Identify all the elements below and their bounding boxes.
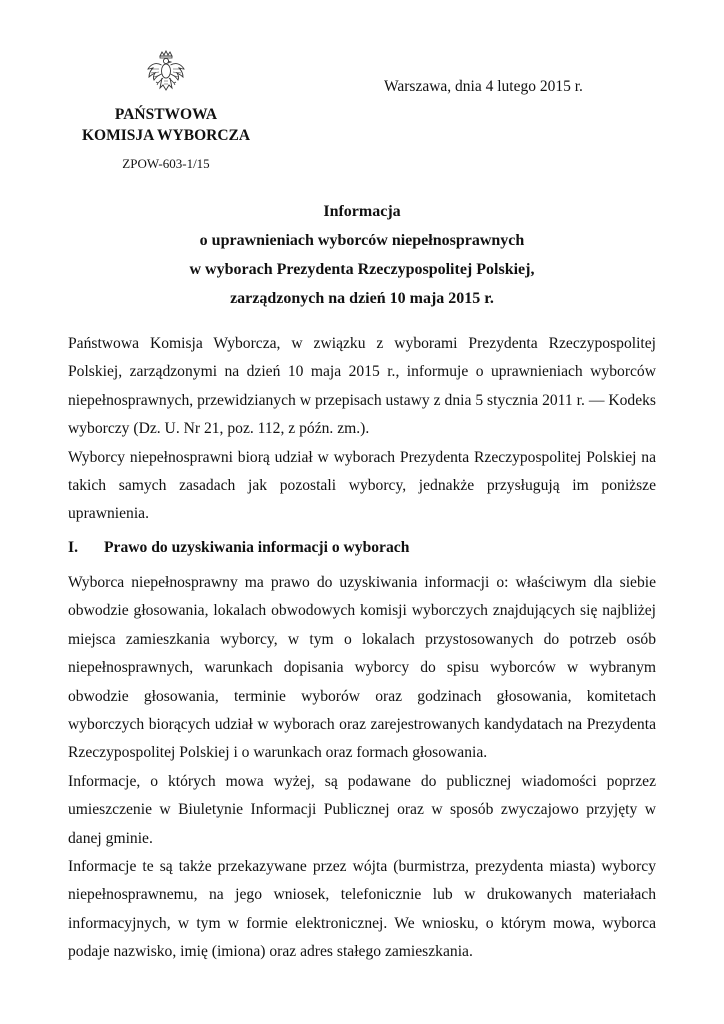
section-paragraph: Wyborca niepełnosprawny ma prawo do uzyskiwania informacji o: właściwym dla siebie obwodzie głosowania, lokalach obwodowych komisji wyborczych znajdujących się najbliżej miejsca zamieszkania wyborcy, w tym o lokalach przystosowanych do potrzeb osób niepełnosprawnych, warunkach dopisania wyborcy do spisu wyborców w wybranym obwodzie głosowania, terminie wyborów oraz godzinach głosowania, komitetach wyborczych biorących udział w wyborach oraz zarejestrowanych kandydatach na Prezydenta Rzeczypospolitej Polskiej i o warunkach oraz formach głosowania. xyxy=(68,574,656,762)
section-body xyxy=(68,569,656,967)
document-title xyxy=(60,197,664,313)
institution-name-line2: KOMISJA WYBORCZA xyxy=(81,127,251,144)
section-paragraph: Informacje, o których mowa wyżej, są podawane do publicznej wiadomości poprzez umieszczenie w Biuletynie Informacji Publicznej oraz w sposób zwyczajowo przyjęty w danej gminie. xyxy=(68,772,656,847)
institution-name-line1: PAŃSTWOWA xyxy=(114,106,218,123)
title-line2: o uprawnieniach wyborców niepełnosprawnych xyxy=(199,232,525,249)
title-line3: w wyborach Prezydenta Rzeczypospolitej Polskiej, xyxy=(189,261,535,278)
title-line1: Informacja xyxy=(323,203,401,220)
case-reference: ZPOW-603-1/15 xyxy=(122,156,210,171)
title-line4: zarządzonych na dzień 10 maja 2015 r. xyxy=(230,290,494,307)
section-title: Prawo do uzyskiwania informacji o wyborach xyxy=(104,539,410,556)
institution-name xyxy=(66,104,266,146)
polish-eagle-emblem-icon xyxy=(146,50,186,96)
intro-section xyxy=(68,330,656,529)
intro-paragraph: Państwowa Komisja Wyborcza, w związku z wyborami Prezydenta Rzeczypospolitej Polskiej, zarządzonymi na dzień 10 maja 2015 r., informuje o uprawnieniach wyborców niepełnosprawnych, przewidzianych w przepisach ustawy z dnia 5 stycznia 2011 r. — Kodeks wyborczy (Dz. U. Nr 21, poz. 112, z późn. zm.). xyxy=(68,335,656,438)
intro-paragraph: Wyborcy niepełnosprawni biorą udział w wyborach Prezydenta Rzeczypospolitej Polskiej na takich samych zasadach jak pozostali wyborcy, jednakże przysługują im poniższe uprawnienia. xyxy=(68,448,656,523)
place-and-date: Warszawa, dnia 4 lutego 2015 r. xyxy=(384,78,583,95)
section-paragraph: Informacje te są także przekazywane przez wójta (burmistrza, prezydenta miasta) wyborcy niepełnosprawnemu, na jego wniosek, telefonicznie lub w drukowanych materiałach informacyjnych, w tym w formie elektronicznej. We wniosku, o którym mowa, wyborca podaje nazwisko, imię (imiona) oraz adres stałego zamieszkania. xyxy=(68,858,656,961)
section-number: I. xyxy=(68,539,78,556)
section-heading xyxy=(68,539,409,557)
